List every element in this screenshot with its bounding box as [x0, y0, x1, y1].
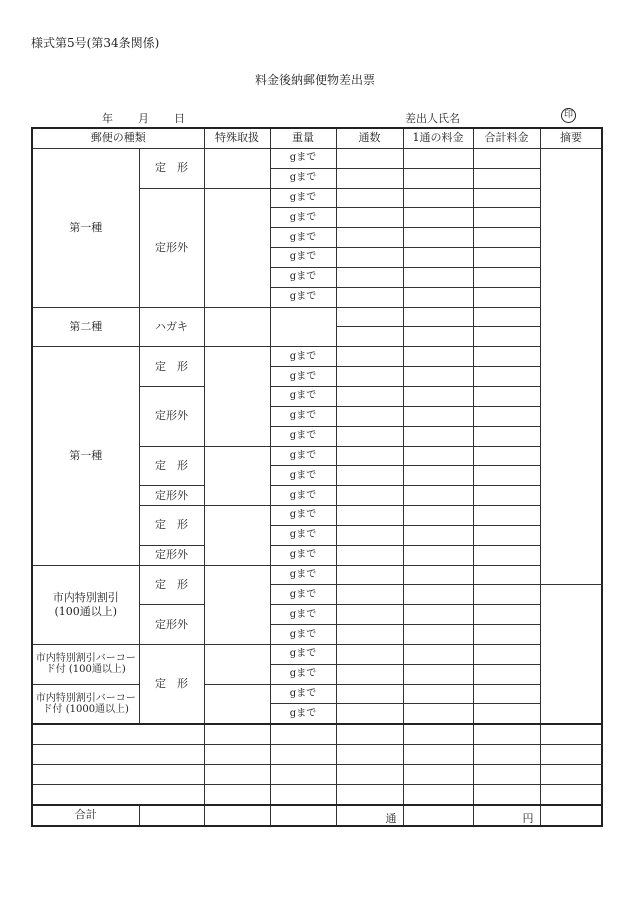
weight-cell[interactable]: gまで [270, 386, 336, 406]
unit-fee-cell[interactable] [403, 148, 473, 168]
table-row [32, 724, 602, 744]
unit-fee-cell[interactable] [403, 745, 473, 765]
total-fee-cell[interactable] [473, 745, 540, 765]
count-cell[interactable] [336, 406, 403, 426]
group-second-class: 第二種 [32, 307, 139, 347]
date-month-label: 月 [138, 112, 149, 125]
blank-type-cell[interactable] [32, 765, 204, 785]
unit-fee-cell[interactable] [403, 784, 473, 804]
totals-count-cell[interactable]: 通 [336, 805, 403, 826]
table-row [32, 148, 602, 168]
total-fee-cell[interactable] [473, 765, 540, 785]
total-fee-cell[interactable] [473, 724, 540, 744]
count-cell[interactable] [336, 545, 403, 565]
sub-postcard: ハガキ [139, 307, 204, 347]
unit-fee-cell[interactable] [403, 605, 473, 625]
count-cell[interactable] [336, 228, 403, 248]
totals-label: 合計 [32, 805, 139, 826]
total-fee-cell[interactable] [473, 446, 540, 466]
sub-standard: 定 形 [139, 148, 204, 188]
count-cell[interactable] [336, 684, 403, 704]
sender-name-label: 差出人氏名 [405, 112, 460, 125]
special-cell[interactable] [204, 446, 270, 506]
total-fee-cell[interactable] [473, 168, 540, 188]
unit-fee-cell[interactable] [403, 664, 473, 684]
total-fee-cell[interactable] [473, 148, 540, 168]
unit-fee-cell[interactable] [403, 525, 473, 545]
unit-fee-cell[interactable] [403, 168, 473, 188]
totals-remarks-cell[interactable] [540, 805, 602, 826]
sub-standard: 定 形 [139, 506, 204, 546]
weight-cell[interactable]: gまで [270, 228, 336, 248]
count-cell[interactable] [336, 664, 403, 684]
table-row [32, 684, 602, 704]
special-cell[interactable] [204, 745, 270, 765]
group-first-class: 第一種 [32, 148, 139, 307]
total-fee-cell[interactable] [473, 267, 540, 287]
unit-fee-cell[interactable] [403, 426, 473, 446]
weight-cell[interactable]: gまで [270, 585, 336, 605]
group-barcode-1000: 市内特別割引バーコード付 (1000通以上) [32, 684, 139, 724]
sub-standard: 定 形 [139, 644, 204, 724]
table-row [32, 565, 602, 585]
count-cell[interactable] [336, 745, 403, 765]
header-mail-type: 郵便の種類 [32, 128, 204, 148]
weight-cell[interactable]: gまで [270, 267, 336, 287]
group-first-class-b: 第一種 [32, 347, 139, 565]
total-fee-cell[interactable] [473, 426, 540, 446]
unit-fee-cell[interactable] [403, 347, 473, 367]
unit-fee-cell[interactable] [403, 506, 473, 526]
count-cell[interactable] [336, 367, 403, 387]
unit-fee-cell[interactable] [403, 545, 473, 565]
special-cell[interactable] [204, 506, 270, 566]
unit-fee-cell[interactable] [403, 188, 473, 208]
total-fee-cell[interactable] [473, 545, 540, 565]
unit-fee-cell[interactable] [403, 386, 473, 406]
sub-standard: 定 形 [139, 446, 204, 486]
weight-cell[interactable]: gまで [270, 605, 336, 625]
weight-cell[interactable]: gまで [270, 704, 336, 724]
weight-cell[interactable]: gまで [270, 644, 336, 664]
unit-fee-cell[interactable] [403, 367, 473, 387]
unit-fee-cell[interactable] [403, 446, 473, 466]
count-cell[interactable] [336, 466, 403, 486]
header-row [32, 128, 602, 148]
total-fee-cell[interactable] [473, 644, 540, 664]
unit-fee-cell[interactable] [403, 704, 473, 724]
weight-cell[interactable]: gまで [270, 248, 336, 268]
weight-cell[interactable]: gまで [270, 664, 336, 684]
count-cell[interactable] [336, 486, 403, 506]
total-fee-cell[interactable] [473, 208, 540, 228]
blank-type-cell[interactable] [32, 745, 204, 765]
weight-cell[interactable]: gまで [270, 287, 336, 307]
sub-nonstandard: 定形外 [139, 386, 204, 446]
total-fee-cell[interactable] [473, 307, 540, 327]
total-fee-cell[interactable] [473, 625, 540, 645]
date-day-label: 日 [174, 112, 185, 125]
total-fee-cell[interactable] [473, 585, 540, 605]
unit-fee-cell[interactable] [403, 585, 473, 605]
unit-fee-cell[interactable] [403, 406, 473, 426]
count-cell[interactable] [336, 605, 403, 625]
weight-cell[interactable] [270, 307, 336, 347]
count-cell[interactable] [336, 327, 403, 347]
table-row [32, 307, 602, 327]
weight-cell[interactable]: gまで [270, 188, 336, 208]
table-row [32, 644, 602, 664]
count-cell[interactable] [336, 644, 403, 664]
total-fee-cell[interactable] [473, 386, 540, 406]
unit-fee-cell[interactable] [403, 466, 473, 486]
totals-fee-cell[interactable]: 円 [473, 805, 540, 826]
count-cell[interactable] [336, 168, 403, 188]
total-fee-cell[interactable] [473, 684, 540, 704]
unit-fee-cell[interactable] [403, 724, 473, 744]
remarks-cell[interactable] [540, 724, 602, 744]
unit-fee-cell[interactable] [403, 307, 473, 327]
remarks-cell[interactable] [540, 745, 602, 765]
totals-weight-cell [270, 805, 336, 826]
weight-cell[interactable] [270, 784, 336, 804]
special-cell[interactable] [204, 644, 270, 684]
count-cell[interactable] [336, 188, 403, 208]
count-cell[interactable] [336, 525, 403, 545]
document-title: 料金後納郵便物差出票 [254, 73, 375, 87]
totals-unit-fee-cell [403, 805, 473, 826]
weight-cell[interactable]: gまで [270, 684, 336, 704]
sub-nonstandard: 定形外 [139, 188, 204, 307]
weight-cell[interactable]: gまで [270, 486, 336, 506]
weight-cell[interactable]: gまで [270, 466, 336, 486]
weight-cell[interactable]: gまで [270, 545, 336, 565]
total-fee-cell[interactable] [473, 664, 540, 684]
count-cell[interactable] [336, 426, 403, 446]
weight-cell[interactable] [270, 745, 336, 765]
count-cell[interactable] [336, 704, 403, 724]
unit-fee-cell[interactable] [403, 486, 473, 506]
total-fee-cell[interactable] [473, 367, 540, 387]
unit-fee-cell[interactable] [403, 208, 473, 228]
table-row [32, 347, 602, 367]
special-cell[interactable] [204, 307, 270, 347]
total-fee-cell[interactable] [473, 605, 540, 625]
unit-fee-cell[interactable] [403, 625, 473, 645]
total-fee-cell[interactable] [473, 784, 540, 804]
group-city-discount: 市内特別割引 (100通以上) [32, 565, 139, 644]
total-fee-cell[interactable] [473, 525, 540, 545]
total-fee-cell[interactable] [473, 565, 540, 585]
sub-standard: 定 形 [139, 347, 204, 387]
weight-cell[interactable]: gまで [270, 168, 336, 188]
header-unit-fee: 1通の料金 [403, 128, 473, 148]
count-cell[interactable] [336, 446, 403, 466]
header-weight: 重量 [270, 128, 336, 148]
weight-cell[interactable]: gまで [270, 148, 336, 168]
total-fee-cell[interactable] [473, 327, 540, 347]
count-cell[interactable] [336, 307, 403, 327]
form-number-label: 様式第5号(第34条関係) [31, 36, 160, 50]
blank-type-cell[interactable] [32, 784, 204, 804]
totals-row [32, 805, 602, 826]
total-fee-cell[interactable] [473, 486, 540, 506]
weight-cell[interactable]: gまで [270, 446, 336, 466]
count-cell[interactable] [336, 625, 403, 645]
count-cell[interactable] [336, 347, 403, 367]
weight-cell[interactable] [270, 765, 336, 785]
count-cell[interactable] [336, 267, 403, 287]
table-row [32, 745, 602, 765]
weight-cell[interactable] [270, 724, 336, 744]
unit-fee-cell[interactable] [403, 267, 473, 287]
header-special-handling: 特殊取扱 [204, 128, 270, 148]
special-cell[interactable] [204, 347, 270, 446]
weight-cell[interactable]: gまで [270, 367, 336, 387]
header-count: 通数 [336, 128, 403, 148]
totals-special-cell [204, 805, 270, 826]
count-cell[interactable] [336, 765, 403, 785]
unit-fee-cell[interactable] [403, 765, 473, 785]
header-total-fee: 合計料金 [473, 128, 540, 148]
sub-nonstandard: 定形外 [139, 605, 204, 645]
total-fee-cell[interactable] [473, 704, 540, 724]
blank-type-cell[interactable] [32, 724, 204, 744]
unit-fee-cell[interactable] [403, 327, 473, 347]
group-barcode-100: 市内特別割引バーコード付 (100通以上) [32, 644, 139, 684]
count-cell[interactable] [336, 565, 403, 585]
table-row [32, 765, 602, 785]
special-cell[interactable] [204, 684, 270, 724]
unit-fee-cell[interactable] [403, 565, 473, 585]
count-cell[interactable] [336, 506, 403, 526]
special-cell[interactable] [204, 565, 270, 644]
remarks-cell[interactable] [540, 765, 602, 785]
unit-fee-cell[interactable] [403, 644, 473, 664]
weight-cell[interactable]: gまで [270, 426, 336, 446]
total-fee-cell[interactable] [473, 287, 540, 307]
count-cell[interactable] [336, 148, 403, 168]
weight-cell[interactable]: gまで [270, 506, 336, 526]
unit-fee-cell[interactable] [403, 228, 473, 248]
total-fee-cell[interactable] [473, 228, 540, 248]
count-cell[interactable] [336, 784, 403, 804]
special-cell[interactable] [204, 148, 270, 188]
count-cell[interactable] [336, 724, 403, 744]
total-fee-cell[interactable] [473, 248, 540, 268]
count-cell[interactable] [336, 585, 403, 605]
total-fee-cell[interactable] [473, 506, 540, 526]
mail-form-table [31, 127, 603, 827]
totals-blank-cell [139, 805, 204, 826]
weight-cell[interactable]: gまで [270, 565, 336, 585]
remarks-cell[interactable] [540, 148, 602, 585]
weight-cell[interactable]: gまで [270, 347, 336, 367]
sub-standard: 定 形 [139, 565, 204, 605]
count-cell[interactable] [336, 208, 403, 228]
special-cell[interactable] [204, 765, 270, 785]
weight-cell[interactable]: gまで [270, 208, 336, 228]
sub-nonstandard: 定形外 [139, 486, 204, 506]
total-fee-cell[interactable] [473, 188, 540, 208]
table-row [32, 784, 602, 804]
unit-fee-cell[interactable] [403, 287, 473, 307]
date-year-label: 年 [102, 112, 113, 125]
special-cell[interactable] [204, 188, 270, 307]
count-cell[interactable] [336, 248, 403, 268]
seal-mark: 印 [561, 108, 576, 123]
weight-cell[interactable]: gまで [270, 625, 336, 645]
special-cell[interactable] [204, 724, 270, 744]
total-fee-cell[interactable] [473, 466, 540, 486]
sub-nonstandard: 定形外 [139, 545, 204, 565]
unit-fee-cell[interactable] [403, 684, 473, 704]
unit-fee-cell[interactable] [403, 248, 473, 268]
special-cell[interactable] [204, 784, 270, 804]
remarks-cell[interactable] [540, 784, 602, 804]
weight-cell[interactable]: gまで [270, 525, 336, 545]
header-remarks: 摘要 [540, 128, 602, 148]
total-fee-cell[interactable] [473, 406, 540, 426]
weight-cell[interactable]: gまで [270, 406, 336, 426]
count-cell[interactable] [336, 287, 403, 307]
count-cell[interactable] [336, 386, 403, 406]
total-fee-cell[interactable] [473, 347, 540, 367]
